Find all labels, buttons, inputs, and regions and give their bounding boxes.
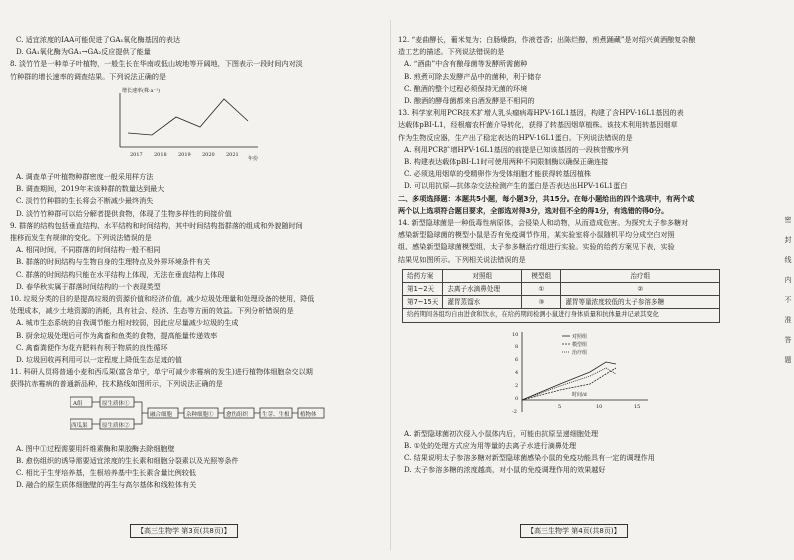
q8-xtick: 2017 (130, 151, 143, 158)
q8-stem-line2: 竹种群的增长速率的调查结果。下列说法正确的是 (10, 71, 167, 81)
right-page-footer: 【高三生物学 第4页(共8页)】 (520, 524, 628, 538)
q14-result-chart (498, 328, 668, 420)
table-cell: ② (561, 283, 720, 296)
q14-stem-line1: 14. 新型隐球菌是一种低毒性病原体，会侵染人和动物，从而造成危害。为探究太子参多糖对 (398, 218, 689, 228)
page-divider (390, 20, 391, 550)
table-cell: 去离子水滴鼻处理 (443, 283, 522, 296)
q9-stem-line1: 9. 群落的结构包括垂直结构、水平结构和时间结构，其中时间结构指群落的组成和外貌随时间 (10, 220, 303, 230)
q9-stem-line2: 推移而发生有规律的变化。下列说法错误的是 (10, 233, 152, 243)
q8-option-d: D. 淡竹竹种群可以给分解者提供食物，体现了生物多样性的间接价值 (16, 208, 232, 218)
q13-stem-line1: 13. 科学家利用PCR技术扩增人乳头瘤病毒HPV-16L1基因，构建了含HPV-16L1基因的表 (398, 108, 684, 118)
flow-label-shoot-root: 生芽、生根 (262, 411, 290, 418)
table-row (403, 283, 720, 296)
q14-stem-line4: 结果见如图所示。下列相关说法错误的是 (398, 254, 526, 264)
q14-ytick: 4 (515, 369, 519, 376)
left-page (10, 34, 386, 492)
q13-option-b: B. 构建表达载体pBI-L1时可使用两种不同限制酶以确保正确连接 (404, 157, 609, 167)
legend-control: 对照组 (572, 333, 588, 340)
table-header-row (403, 269, 720, 282)
q9-option-d: D. 春华秋实属于群落时间结构的一个表现类型 (16, 281, 161, 291)
q13-option-c: C. 必须选用烟草的受精卵作为受体细胞才能获得转基因植株 (404, 169, 592, 179)
seal-char: 答 (784, 336, 792, 344)
q14-xtick: 5 (558, 403, 562, 410)
q11-option-a: A. 图中①过程需要用纤维素酶和果胶酶去除细胞壁 (16, 443, 175, 453)
q10-option-b: B. 厨余垃圾处理后可作为禽畜和鱼类的食物，提高能量传递效率 (16, 330, 218, 340)
flow-label-protoplast1: 原生质体① (102, 400, 130, 407)
legend-treatment: 治疗组 (572, 349, 588, 356)
q7-option-d: D. GA₁氧化酶为GA₁→GA₂反应提供了能量 (16, 47, 151, 57)
table-header-cell: 给药方案 (403, 269, 443, 282)
table-note: 给药期间各组均自由进食和饮水，在给药期间检测小鼠进行身体质量和抗体量并记录其变化 (403, 309, 720, 322)
q14-stem-line3: 组、感染新型隐球菌模型组，太子参多糖治疗组进行实验。实验的给药方案见下表，实验 (398, 242, 675, 252)
q9-option-a: A. 相同时间，不同群落的时间结构一般不相同 (16, 245, 161, 255)
q10-option-a: A. 城市生态系统的自我调节能力相对较弱，因此应尽量减少垃圾的生成 (16, 318, 239, 328)
q7-option-c: C. 适宜浓度的IAA可能促进了GA₁氧化酶基因的表达 (16, 35, 181, 44)
q14-stem-line2: 感染新型隐球菌的模型小鼠是否有免疫调节作用，某实验室将小鼠随机平均分成空白对照 (398, 230, 675, 240)
table-note-row (403, 309, 720, 322)
q14-option-d: D. 太子参溶多糖的浓度越高，对小鼠的免疫调理作用的效果越好 (404, 465, 606, 475)
q8-xtick: 2021 (226, 151, 239, 158)
q14-ytick: 8 (515, 343, 519, 350)
table-cell: 第7~15天 (403, 296, 443, 309)
table-header-cell: 治疗组 (561, 269, 720, 282)
q8-stem-line1: 8. 淡竹竹是一种单子叶植物，一般生长在华南或低山坡地等开阔地，下图表示一段时间内对淡 (10, 59, 303, 69)
seal-char: 内 (784, 276, 792, 284)
seal-line-notice (784, 210, 792, 370)
table-header-cell: 对照组 (443, 269, 522, 282)
q8-growth-line (128, 99, 248, 135)
q14-option-c: C. 结果说明太子参溶多糖对新型隐球菌感染小鼠的免疫功能具有一定的调理作用 (404, 453, 655, 463)
q12-stem-line2: 造工艺的描述。下列说法错误的是 (398, 47, 505, 57)
q8-option-b: B. 调查期间，2019年末该种群的数量达到最大 (16, 184, 165, 194)
q13-stem-line3: 作为生物反应器，生产出了稳定表达的HPV-16L1蛋白。下列说法错误的是 (398, 132, 633, 142)
legend-model: 模型组 (572, 341, 588, 348)
q11-option-b: B. 愈伤组织的诱导需要适宜浓度的生长素和细胞分裂素以及光照等条件 (16, 456, 239, 466)
section2-heading-line1: 二、多项选择题：本题共5小题，每小题3分，共15分。在每小题给出的四个选项中，有两个或 (398, 193, 695, 203)
q14-xtick: 10 (596, 403, 603, 410)
q8-xlabel: 年份 (248, 155, 259, 162)
left-page-footer: 【高三生物学 第3页(共8页)】 (130, 524, 238, 538)
q11-option-c: C. 相比于生芽培养基，生根培养基中生长素含量比例较低 (16, 468, 196, 478)
flow-label-plant: 植物体 (300, 411, 317, 418)
q12-stem-line1: 12. “麦曲酵长，葡米复为；白肠燥韵，作液苍香；出陈烂醇，煎煮踊藏”是对绍兴黄酒酿复杂酿 (398, 35, 696, 44)
q11-stem-line1: 11. 科研人员将普通小麦和西瓜果(富含单宁，单宁可减少赤霉病的发生)进行植物体细胞杂交以期 (10, 367, 313, 377)
q8-ylabel: 增长速率(株·a⁻¹) (122, 87, 161, 94)
section2-heading-line2: 两个以上选项符合题目要求，全部选对得3分，选对但不全的得1分，有选错的得0分。 (398, 205, 669, 215)
table-header-cell: 模型组 (522, 269, 561, 282)
q12-option-a: A. “酒曲”中含有酿母菌等发酵所需菌种 (404, 59, 528, 69)
q10-option-d: D. 垃圾回收再利用可以一定程度上降低生态足迹的值 (16, 355, 183, 365)
q14-xtick: 15 (634, 403, 641, 410)
q12-option-d: D. 酿酒的酵母菌都来自酒发酵是不相同的 (404, 96, 535, 106)
q14-option-b: B. ①处的处理方式应为用等量的去离子水进行滴鼻处理 (404, 441, 577, 451)
q14-xlabel: 时间/d (572, 391, 587, 398)
q14-ytick: 0 (515, 395, 519, 402)
seal-char: 密 (784, 216, 792, 224)
q13-stem-line2: 达载体pBI-L1，经根瘤农杆菌介导转化，获得了转基因烟草植株。该技术利用转基因烟草 (398, 120, 678, 130)
table-cell: 灌胃蒸馏水 (443, 296, 522, 309)
q13-option-d: D. 可以用抗原—抗体杂交法检测产生的蛋白是否表达出HPV-16L1蛋白 (404, 181, 628, 191)
table-cell: 第1~2天 (403, 283, 443, 296)
q10-stem-line2: 处理成本，减少土地资源的消耗，具有社会、经济、生态等方面的效益。下列分析错误的是 (10, 306, 294, 316)
q8-xtick: 2020 (202, 151, 215, 158)
q13-option-a: A. 利用PCR扩增HPV-16L1基因的前提是已知该基因的一段核苷酸序列 (404, 144, 629, 154)
q14-series-treatment (522, 368, 616, 400)
table-cell: 灌胃等量浓度较低的太子参溶多糖 (561, 296, 720, 309)
q9-option-b: B. 群落的时间结构与生物自身的生理特点及外界环境条件有关 (16, 257, 211, 267)
seal-char: 准 (784, 316, 792, 324)
q14-dosing-table (402, 269, 720, 323)
table-row (403, 296, 720, 309)
q8-xtick: 2019 (178, 151, 191, 158)
flow-label-protoplast2: 原生质体② (102, 422, 130, 429)
right-page (398, 34, 772, 477)
q14-ytick: 10 (512, 331, 519, 338)
seal-char: 封 (784, 236, 792, 244)
seal-char: 题 (784, 356, 792, 364)
table-cell: ① (522, 283, 561, 296)
flow-join (134, 402, 142, 424)
q9-option-c: C. 群落的时间结构只能在水平结构上体现，无法在垂直结构上体现 (16, 269, 225, 279)
q14-ytick: 2 (515, 382, 519, 389)
q8-growth-chart (100, 85, 270, 163)
q14-ytick: -2 (512, 408, 517, 415)
flow-label-b: 西瓜果 (71, 422, 88, 429)
flow-label-callus: 愈伤组织 (226, 411, 249, 418)
q8-option-a: A. 调查单子叶植物种群密度一般采用样方法 (16, 172, 154, 182)
q8-option-c: C. 淡竹竹种群的生长将会不断减少最终消失 (16, 196, 154, 206)
q14-ytick: 6 (515, 356, 519, 363)
q11-flow-diagram (70, 395, 330, 435)
q14-option-a: A. 新型隐球菌初次侵入小鼠体内后，可能由抗原呈递细胞处理 (404, 428, 599, 438)
flow-label-a: A组 (73, 400, 83, 407)
q14-series-control (522, 362, 616, 400)
flow-label-fused: 融合细胞 (150, 411, 173, 418)
q10-stem-line1: 10. 垃圾分类的目的是提高垃圾的资源价值和经济价值，减少垃圾处理量和处理设备的使用，降低 (10, 294, 315, 304)
seal-char: 不 (784, 296, 792, 304)
q12-option-c: C. 酿酒的整个过程必须保持无菌的环境 (404, 83, 528, 93)
table-cell: ③ (522, 296, 561, 309)
q12-option-b: B. 煎煮可除去发酵产品中的菌种，利于储存 (404, 71, 542, 81)
flow-label-hybrid: 杂种细胞① (186, 411, 214, 418)
q11-option-d: D. 融合的原生质体细胞壁的再生与高尔基体和线粒体有关 (16, 480, 197, 490)
q11-stem-line2: 获得抗赤霉病的普通新品种，技术路线如图所示，下列说法正确的是 (10, 379, 223, 389)
q8-xtick: 2018 (154, 151, 167, 158)
seal-char: 线 (784, 256, 792, 264)
q10-option-c: C. 禽畜粪便作为花卉肥料有利于物质的良性循环 (16, 342, 168, 352)
